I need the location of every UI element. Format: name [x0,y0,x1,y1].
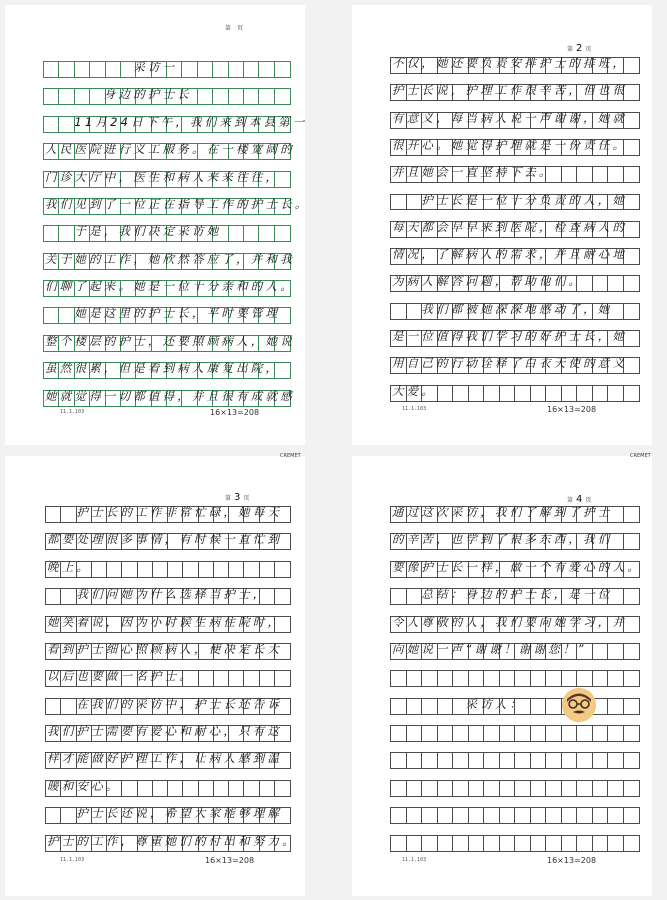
grid-cell [577,808,593,823]
grid-cell [531,808,547,823]
grid-cell [577,781,593,796]
handwritten-line: 们聊了起来。她是一位十分亲和的人。 [45,279,295,294]
grid-cell [562,726,578,741]
grid-cell [453,726,469,741]
grid-cell [469,808,485,823]
handwritten-line: 关于她的工作，她欣然答应了，并和我 [45,251,295,266]
grid-cell [259,89,274,104]
grid-cell [260,781,275,796]
grid-cell [107,562,122,577]
grid-cell [593,276,609,291]
handwritten-line: 都要处理很多事情，有时候一直忙到 [47,532,283,547]
grid-cell [546,699,562,714]
handwritten-line: 看到护士细心照顾病人，便决定长大 [47,641,283,656]
grid-cell [562,386,578,401]
grid-cell [469,781,485,796]
grid-cell [624,753,640,768]
grid-cell [608,167,624,182]
handwritten-line: 11月24日下午，我们来到本县第一 [45,114,308,129]
handwritten-line: 要像护士长一样，做一个有爱心的人。 [392,559,642,574]
grid-cell [484,753,500,768]
handwritten-line: 每天都会早早来到医院，检查病人的 [392,219,628,234]
grid-cell [562,167,578,182]
grid-cell [244,89,259,104]
grid-cell [593,836,609,851]
handwritten-line: 护士长的工作非常忙碌，她每天 [47,505,283,519]
avatar-sticker-icon [562,688,596,722]
grid-cell [391,753,407,768]
handwritten-line: 通过这次采访，我们了解到了护士 [392,505,613,519]
page-sheet-4 [352,453,652,896]
grid-cell [593,386,609,401]
grid-cell [624,304,640,319]
grid-cell [453,671,469,686]
form-code: 11.1.103 [402,406,427,412]
grid-cell [422,753,438,768]
grid-cell [624,534,640,549]
grid-cell [593,644,609,659]
handwritten-line: 为病人解答问题，帮助他们。 [392,274,584,289]
grid-cell [562,808,578,823]
grid-cell [407,726,423,741]
grid-cell [244,781,259,796]
handwritten-line: 晚上。 [47,559,92,574]
grid-cell [391,671,407,686]
grid-cell [562,836,578,851]
page-sheet-1 [5,5,310,445]
grid-cell [608,726,624,741]
grid-cell [531,753,547,768]
grid-cell [608,276,624,291]
grid-cell [500,726,516,741]
grid-cell [608,386,624,401]
grid-cell [259,62,274,77]
page-sheet-3 [5,453,305,896]
grid-cell [453,781,469,796]
grid-cell [229,89,244,104]
handwritten-line: 门诊大厅中，医生和病人来来往往， [45,169,281,184]
handwritten-line: 虽然很累，但是看到病人康复出院， [45,361,281,376]
grid-cell [275,781,290,796]
grid-cell [229,62,244,77]
grid-cell [391,808,407,823]
grid-cell [182,62,197,77]
handwritten-line: 在我们的采访中，护士长还告诉 [47,696,283,711]
handwritten-line: 并且她会一直坚持下去。 [392,165,554,180]
grid-spec: 16×13=208 [547,405,597,414]
grid-cell [515,781,531,796]
grid-cell [422,671,438,686]
grid-cell [260,562,275,577]
grid-cell [275,562,290,577]
grid-cell [168,781,183,796]
grid-cell [469,836,485,851]
grid-cell [422,808,438,823]
handwritten-line: 护士长是一位十分负责的人，她 [392,192,628,207]
grid-cell [275,226,290,241]
grid-cell [275,89,290,104]
grid-cell [438,671,454,686]
grid-cell [244,226,259,241]
grid-cell [438,781,454,796]
grid-cell [229,781,244,796]
grid-cell [453,836,469,851]
grid-cell [213,89,228,104]
grid-cell [422,836,438,851]
grid-cell [484,726,500,741]
grid-row [390,835,640,852]
grid-cell [422,781,438,796]
grid-cell [407,781,423,796]
grid-cell [229,226,244,241]
grid-cell [531,836,547,851]
grid-cell [624,276,640,291]
grid-cell [438,386,454,401]
handwritten-line: 我们都被她深深地感动了，她 [392,301,613,316]
grid-cell [500,671,516,686]
grid-spec: 16×13=208 [205,856,255,865]
handwritten-line: 整个楼层的护士，还要照顾病人，她说 [45,333,295,348]
grid-cell [183,562,198,577]
grid-cell [593,671,609,686]
grid-cell [484,808,500,823]
grid-cell [531,671,547,686]
grid-cell [438,836,454,851]
grid-cell [469,753,485,768]
grid-cell [391,781,407,796]
page-number-label: 第 4 页 [567,494,592,505]
grid-cell [577,726,593,741]
grid-cell [500,836,516,851]
grid-cell [624,644,640,659]
paper-brand: CREMET [630,453,651,459]
grid-cell [214,671,229,686]
grid-spec: 16×13=208 [210,408,260,417]
grid-cell [469,386,485,401]
grid-cell [515,836,531,851]
grid-cell [624,726,640,741]
grid-cell [407,836,423,851]
grid-cell [244,562,259,577]
grid-cell [515,726,531,741]
grid-cell [183,781,198,796]
grid-spec: 16×13=208 [547,856,597,865]
grid-row [390,807,640,824]
grid-cell [244,671,259,686]
grid-cell [407,671,423,686]
handwritten-line: 以后也要做一名护士。 [47,669,194,684]
handwritten-line: 总结：身边的护士长，是一位 [392,587,613,602]
handwritten-line: 有意义，每当病人说一声谢谢，她就 [392,110,628,125]
grid-cell [153,562,168,577]
grid-cell [500,781,516,796]
grid-cell [153,781,168,796]
grid-row [390,752,640,769]
grid-cell [608,644,624,659]
grid-cell [531,386,547,401]
handwritten-line: 于是，我们决定采访她 [45,224,222,239]
grid-cell [531,726,547,741]
grid-cell [500,753,516,768]
grid-cell [213,62,228,77]
grid-row [390,725,640,742]
grid-cell [484,836,500,851]
grid-cell [624,836,640,851]
grid-cell [624,589,640,604]
grid-cell [469,726,485,741]
grid-cell [260,671,275,686]
grid-row [390,670,640,687]
grid-cell [214,781,229,796]
handwritten-line: 她笑着说，因为小时候生病住院时， [47,614,283,629]
handwritten-line: 用自己的行动诠释了白衣天使的意义 [392,356,628,371]
handwritten-line: 护士长说，护理工作很辛苦，但也很 [392,83,628,98]
grid-cell [546,836,562,851]
handwritten-line: 向她说一声“谢谢！谢谢您！” [392,641,587,656]
grid-cell [168,562,183,577]
grid-cell [562,671,578,686]
grid-cell [92,562,107,577]
grid-cell [138,562,153,577]
composition-grid [390,506,640,862]
grid-cell [593,726,609,741]
handwritten-line: 令人尊敬的人，我们要向她学习，并 [392,614,628,629]
grid-cell [138,781,153,796]
page-sheet-2 [352,5,652,445]
grid-cell [593,753,609,768]
handwritten-line: 护士长还说，希望大家能够理解 [47,806,283,821]
grid-cell [624,699,640,714]
grid-cell [122,562,137,577]
grid-cell [438,753,454,768]
grid-cell [515,386,531,401]
grid-cell [422,726,438,741]
grid-cell [593,781,609,796]
grid-cell [608,671,624,686]
handwritten-line: 大爱。 [392,383,437,398]
grid-cell [624,671,640,686]
handwritten-line: 很开心。她觉得护理就是一份责任。 [392,137,628,152]
grid-cell [624,167,640,182]
grid-cell [546,781,562,796]
grid-cell [275,62,290,77]
composition-grid [45,505,297,862]
handwritten-line: 是一位值得我们学习的好护士长，她 [392,329,628,344]
composition-grid [43,60,310,417]
handwritten-line: 暖和安心。 [47,778,121,793]
grid-cell [546,386,562,401]
grid-cell [122,781,137,796]
form-code: 11.1.103 [60,857,85,863]
page-number-label: 第 2 页 [567,43,592,54]
page-number-label: 第 页 [225,25,244,32]
grid-cell [577,167,593,182]
grid-cell [484,671,500,686]
handwritten-line: 我们见到了一位正在指导工作的护士长。 [45,196,310,211]
handwritten-line: 样才能做好护理工作，让病人感到温 [47,751,283,766]
grid-cell [515,808,531,823]
grid-cell [608,781,624,796]
grid-cell [199,562,214,577]
grid-cell [438,726,454,741]
handwritten-line: 她是这里的护士长，平时要管理 [45,306,281,321]
grid-cell [531,699,547,714]
form-code: 11.1.103 [402,857,427,863]
form-code: 11.1.103 [60,409,85,415]
grid-cell [608,808,624,823]
grid-cell [199,671,214,686]
grid-cell [244,62,259,77]
grid-cell [407,808,423,823]
grid-cell [515,753,531,768]
grid-cell [624,507,640,522]
handwritten-line: 身边的护士长 [45,87,192,102]
grid-cell [531,781,547,796]
grid-cell [624,386,640,401]
grid-cell [469,671,485,686]
grid-row [390,780,640,797]
grid-cell [546,808,562,823]
composition-grid [390,57,640,412]
grid-cell [624,808,640,823]
handwritten-line: 的辛苦，也学到了很多东西，我们 [392,532,613,547]
grid-cell [577,836,593,851]
grid-cell [562,781,578,796]
grid-cell [577,753,593,768]
grid-cell [275,589,290,604]
handwritten-line: 情况，了解病人的需求，并且耐心地 [392,247,628,262]
grid-cell [453,808,469,823]
grid-cell [546,753,562,768]
grid-cell [608,836,624,851]
handwritten-line: 不仅，她还要负责安排护士的排班， [392,56,628,70]
handwritten-line: 她就觉得一切都值得，并且很有成就感 [45,388,295,403]
grid-cell [259,226,274,241]
handwritten-line: 采访一 [45,60,178,74]
grid-cell [577,671,593,686]
grid-cell [229,671,244,686]
handwritten-line: 人民医院进行义工服务。在一楼宽阔的 [45,142,295,157]
grid-cell [198,62,213,77]
grid-cell [391,726,407,741]
grid-cell [438,808,454,823]
grid-cell [593,167,609,182]
grid-cell [275,671,290,686]
grid-cell [546,671,562,686]
handwritten-line: 采访人： [392,696,525,711]
grid-cell [407,753,423,768]
grid-cell [593,808,609,823]
grid-cell [577,386,593,401]
grid-cell [500,386,516,401]
grid-cell [453,386,469,401]
handwritten-line: 我们问她为什么选择当护士， [47,587,268,602]
grid-cell [198,89,213,104]
handwritten-line: 护士的工作，尊重她们的付出和努力。 [47,833,297,848]
grid-cell [546,726,562,741]
grid-cell [500,808,516,823]
grid-cell [484,781,500,796]
grid-cell [199,781,214,796]
grid-cell [391,836,407,851]
grid-cell [453,753,469,768]
grid-cell [562,753,578,768]
grid-cell [515,671,531,686]
paper-brand: CREMET [280,453,301,459]
grid-cell [624,781,640,796]
handwritten-line: 我们护士需要有爱心和耐心，只有这 [47,724,283,739]
grid-cell [608,753,624,768]
page-number-label: 第 3 页 [225,492,250,503]
grid-cell [229,562,244,577]
grid-cell [608,699,624,714]
grid-cell [484,386,500,401]
grid-cell [214,562,229,577]
